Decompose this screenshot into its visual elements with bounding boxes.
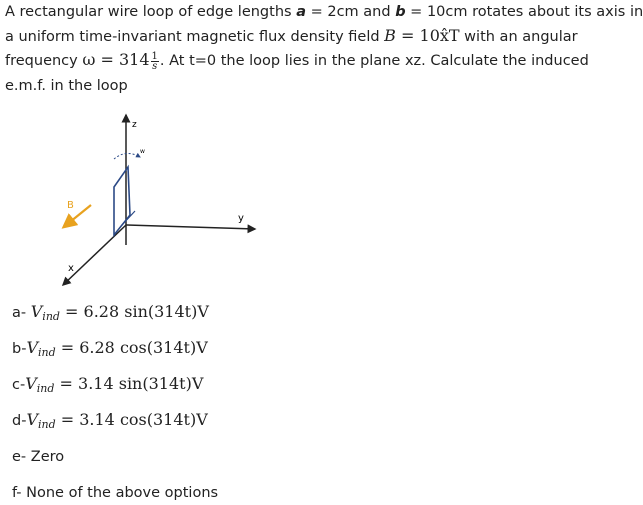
voltage-subscript: ind — [42, 310, 60, 323]
option-expression: = 3.14 cos(314t)V — [55, 410, 208, 429]
rotation-arrow — [114, 153, 140, 159]
z-axis-label: z — [132, 120, 137, 130]
option-e[interactable] — [12, 447, 64, 467]
y-axis — [126, 225, 255, 229]
B-expression: = 10x̂T — [395, 26, 460, 45]
var-b: b — [395, 4, 406, 20]
question-text-part: a uniform time-invariant magnetic flux density field — [5, 29, 385, 45]
voltage-subscript: ind — [36, 382, 55, 395]
x-axis-label: x — [68, 263, 74, 274]
voltage-symbol: V — [26, 338, 38, 357]
var-B: B — [384, 26, 396, 45]
option-expression: = 6.28 sin(314t)V — [59, 302, 209, 321]
b-field-label: B — [67, 200, 74, 211]
question-text-part: = 2cm and — [305, 4, 396, 20]
option-letter: c- — [12, 377, 26, 393]
question-line-2 — [5, 26, 578, 47]
fraction — [151, 52, 159, 71]
question-text-part: with an angular — [459, 29, 578, 45]
question-text-part: e.m.f. in the loop — [5, 78, 128, 94]
fraction-numerator: 1 — [151, 50, 158, 62]
option-a[interactable] — [12, 302, 209, 327]
option-b[interactable] — [12, 338, 208, 363]
x-axis — [63, 225, 126, 285]
omega-expression: ω = 314 — [82, 50, 150, 69]
voltage-subscript: ind — [38, 346, 56, 359]
question-line-1 — [5, 2, 643, 22]
option-letter: a- — [12, 305, 31, 321]
fraction-denominator: s — [152, 60, 158, 72]
question-text-part: = 10cm rotates about its axis in — [405, 4, 643, 20]
wire-loop-edge — [122, 211, 135, 225]
option-letter: b- — [12, 341, 27, 357]
question-line-3 — [5, 50, 589, 71]
option-d[interactable] — [12, 410, 208, 435]
voltage-symbol: V — [26, 410, 38, 429]
voltage-subscript: ind — [38, 418, 56, 431]
option-text: f- None of the above options — [12, 485, 219, 501]
option-text: e- Zero — [12, 449, 65, 465]
question-text-part: A rectangular wire loop of edge lengths — [5, 4, 297, 20]
option-expression: = 6.28 cos(314t)V — [55, 338, 208, 357]
loop-diagram — [40, 105, 270, 295]
voltage-symbol: V — [30, 302, 43, 321]
question-line-4 — [5, 76, 128, 96]
option-letter: d- — [12, 413, 27, 429]
y-axis-label: y — [238, 213, 244, 224]
question-text-part: . At t=0 the loop lies in the plane xz. Calculate the induced — [159, 53, 589, 69]
option-c[interactable] — [12, 374, 203, 399]
question-text-part: frequency — [5, 53, 83, 69]
option-f[interactable] — [12, 483, 218, 503]
var-a: a — [296, 4, 306, 20]
omega-label: w — [140, 148, 145, 155]
voltage-symbol: V — [25, 374, 37, 393]
option-expression: = 3.14 sin(314t)V — [54, 374, 204, 393]
